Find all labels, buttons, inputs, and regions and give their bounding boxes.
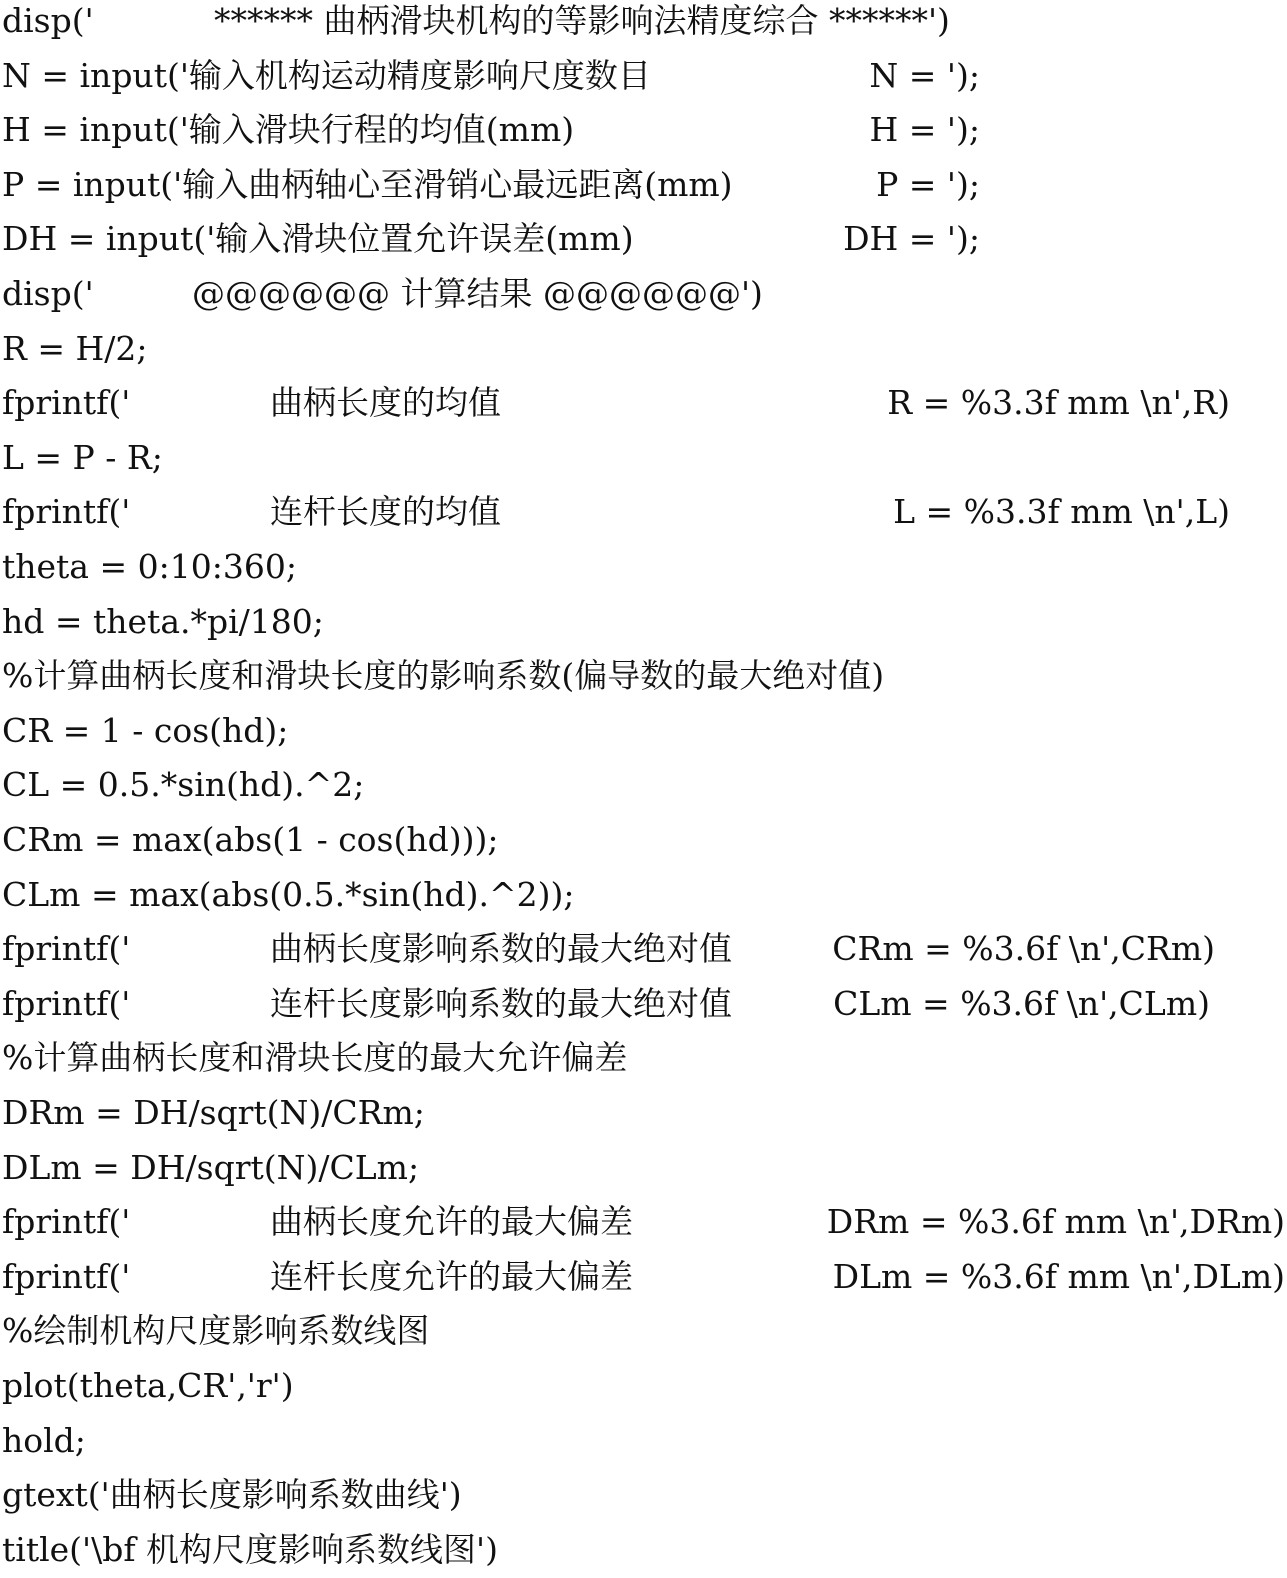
code-segment-left: fprintf(' bbox=[2, 383, 131, 423]
code-segment-left: %绘制机构尺度影响系数线图 bbox=[2, 1311, 430, 1351]
code-segment-mid: 连杆长度影响系数的最大绝对值 bbox=[270, 983, 732, 1023]
code-line bbox=[2, 376, 1285, 431]
code-line bbox=[2, 0, 1285, 49]
code-line bbox=[2, 1086, 1285, 1141]
code-line bbox=[2, 212, 1285, 267]
code-line bbox=[2, 158, 1285, 213]
code-segment-left: disp(' bbox=[2, 274, 94, 313]
code-segment-left: P = input('输入曲柄轴心至滑销心最远距离(mm) bbox=[2, 164, 733, 204]
code-line bbox=[2, 322, 1285, 377]
code-segment-left: gtext('曲柄长度影响系数曲线') bbox=[2, 1475, 462, 1515]
code-line bbox=[2, 103, 1285, 158]
code-line bbox=[2, 649, 1285, 704]
code-line bbox=[2, 813, 1285, 868]
code-segment-mid: 曲柄长度影响系数的最大绝对值 bbox=[270, 929, 732, 969]
code-segment-left: %计算曲柄长度和滑块长度的影响系数(偏导数的最大绝对值) bbox=[2, 656, 885, 696]
code-segment-left: plot(theta,CR','r') bbox=[2, 1366, 294, 1405]
code-segment-left: R = H/2; bbox=[2, 328, 148, 368]
code-segment-left: CRm = max(abs(1 - cos(hd))); bbox=[2, 820, 499, 859]
code-segment-left: CL = 0.5.*sin(hd).^2; bbox=[2, 765, 365, 805]
code-line bbox=[2, 49, 1285, 104]
code-segment-mid: 曲柄长度的均值 bbox=[270, 383, 501, 423]
code-line bbox=[2, 1195, 1285, 1250]
code-segment-left: fprintf(' bbox=[2, 983, 131, 1023]
code-line bbox=[2, 1031, 1285, 1086]
code-segment-mid: ****** 曲柄滑块机构的等影响法精度综合 ******') bbox=[214, 1, 950, 40]
code-segment-left: fprintf(' bbox=[2, 492, 131, 532]
code-line bbox=[2, 758, 1285, 813]
code-segment-left: DH = input('输入滑块位置允许误差(mm) bbox=[2, 219, 634, 259]
code-line bbox=[2, 868, 1285, 923]
code-segment-left: title('\bf 机构尺度影响系数线图') bbox=[2, 1529, 498, 1569]
code-segment-left: hd = theta.*pi/180; bbox=[2, 601, 324, 641]
code-line bbox=[2, 977, 1285, 1032]
code-segment-mid: 曲柄长度允许的最大偏差 bbox=[270, 1202, 633, 1242]
code-segment-left: CR = 1 - cos(hd); bbox=[2, 710, 289, 750]
code-segment-left: N = input('输入机构运动精度影响尺度数目 bbox=[2, 55, 651, 95]
code-line bbox=[2, 922, 1285, 977]
code-segment-right: CLm = %3.6f \n',CLm) bbox=[833, 983, 1210, 1023]
code-segment-right: CRm = %3.6f \n',CRm) bbox=[832, 929, 1215, 969]
code-line bbox=[2, 267, 1285, 322]
code-segment-right: N = '); bbox=[869, 55, 980, 95]
code-segment-right: P = '); bbox=[876, 164, 980, 204]
code-segment-mid: 连杆长度允许的最大偏差 bbox=[270, 1256, 633, 1296]
code-segment-mid: 连杆长度的均值 bbox=[270, 492, 501, 532]
code-segment-left: theta = 0:10:360; bbox=[2, 547, 297, 586]
code-line bbox=[2, 595, 1285, 650]
code-segment-right: DRm = %3.6f mm \n',DRm) bbox=[826, 1202, 1285, 1242]
code-segment-right: H = '); bbox=[869, 110, 980, 150]
code-segment-left: H = input('输入滑块行程的均值(mm) bbox=[2, 110, 575, 150]
code-segment-left: hold; bbox=[2, 1420, 86, 1460]
code-segment-right: DH = '); bbox=[843, 219, 980, 259]
code-line bbox=[2, 485, 1285, 540]
code-segment-left: disp(' bbox=[2, 1, 94, 40]
code-segment-left: CLm = max(abs(0.5.*sin(hd).^2)); bbox=[2, 874, 575, 914]
code-segment-left: DLm = DH/sqrt(N)/CLm; bbox=[2, 1147, 420, 1187]
code-segment-left: DRm = DH/sqrt(N)/CRm; bbox=[2, 1093, 425, 1132]
code-line bbox=[2, 431, 1285, 486]
code-segment-left: %计算曲柄长度和滑块长度的最大允许偏差 bbox=[2, 1038, 628, 1078]
code-segment-mid: @@@@@@ 计算结果 @@@@@@') bbox=[192, 274, 763, 313]
code-line bbox=[2, 704, 1285, 759]
code-line bbox=[2, 1468, 1285, 1523]
code-segment-right: R = %3.3f mm \n',R) bbox=[887, 383, 1230, 423]
code-segment-left: fprintf(' bbox=[2, 1202, 131, 1242]
code-segment-right: DLm = %3.6f mm \n',DLm) bbox=[832, 1256, 1285, 1296]
code-line bbox=[2, 1141, 1285, 1196]
code-line bbox=[2, 1304, 1285, 1359]
code-segment-left: L = P - R; bbox=[2, 437, 163, 477]
code-line bbox=[2, 1414, 1285, 1469]
code-line bbox=[2, 1359, 1285, 1414]
code-segment-left: fprintf(' bbox=[2, 1256, 131, 1296]
code-line bbox=[2, 1523, 1285, 1578]
code-line bbox=[2, 540, 1285, 595]
code-line bbox=[2, 1250, 1285, 1305]
code-segment-right: L = %3.3f mm \n',L) bbox=[893, 492, 1230, 532]
code-segment-left: fprintf(' bbox=[2, 929, 131, 969]
